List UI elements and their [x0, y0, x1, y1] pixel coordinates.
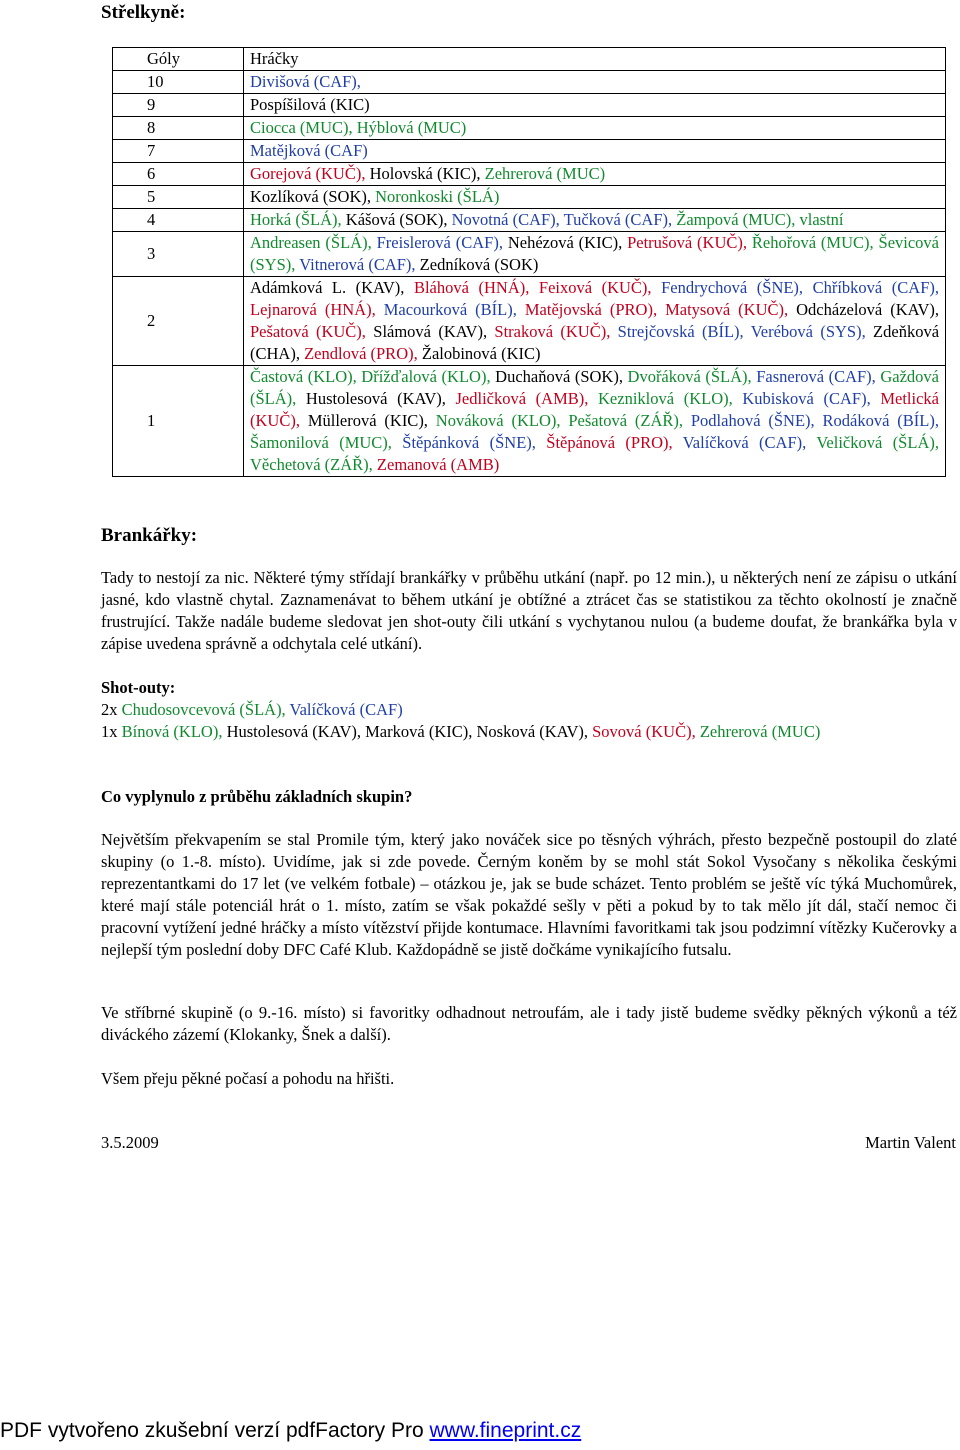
player-segment: Macourková (BÍL), — [375, 300, 517, 319]
player-segment: Valíčková (CAF) — [285, 700, 403, 719]
player-segment: Hustolesová (KAV), Marková (KIC), Nosková (KAV), — [222, 722, 588, 741]
goals-cell: 5 — [113, 186, 244, 209]
player-segment: Kubisková (CAF), — [732, 389, 871, 408]
scorers-table-body — [113, 48, 946, 477]
table-row — [113, 94, 946, 117]
table-row — [113, 209, 946, 232]
shootout-line — [101, 721, 957, 743]
pdf-footer-text: PDF vytvořeno zkušební verzí pdfFactory Pro — [0, 1419, 430, 1442]
goals-cell: 3 — [113, 232, 244, 277]
table-row — [113, 366, 946, 477]
player-segment: Fendrychová (ŠNE), Chříbková (CAF), — [651, 278, 939, 297]
goals-cell: 6 — [113, 163, 244, 186]
player-segment: Noronkoski (ŠLÁ) — [370, 187, 500, 206]
player-segment: Bínová (KLO), — [121, 722, 223, 741]
player-segment: Zehrerová (MUC) — [695, 722, 821, 741]
player-segment: Zedníková (SOK) — [415, 255, 539, 274]
player-segment: Zendlová (PRO), — [299, 344, 418, 363]
player-segment: Müllerová (KIC), — [299, 411, 428, 430]
goalies-paragraph: Tady to nestojí za nic. Některé týmy střídají brankářky v průběhu utkání (např. po 12 min.), u některých není ze zápisu o utkání jasné, kdo vlastně chytal. Zaznamenávat to během utkání je obtížné a ztrácet čas se statistikou za těchto okolností je značně frustrující. Takže nadále budeme sledovat jen shot-outy čili utkání s vychytanou nulou (a budeme doufat, že brankářka byla v zápise uvedena správně a odchytala celé utkání). — [101, 568, 957, 653]
player-segment: Divišová (CAF), — [250, 72, 361, 91]
player-segment: Žampová (MUC), vlastní — [672, 210, 844, 229]
shootouts-lines — [101, 699, 957, 743]
player-segment: 2x — [101, 700, 122, 719]
outlook-paragraph-2: Ve stříbrné skupině (o 9.-16. místo) si favoritky odhadnout netroufám, ale i tady jistě budeme svědky pěkných výkonů a též diváckého zázemí (Klokanky, Šnek a další). — [101, 1003, 957, 1044]
table-row — [113, 140, 946, 163]
goals-cell: 4 — [113, 209, 244, 232]
goals-cell: 2 — [113, 277, 244, 366]
signature-author: Martin Valent — [865, 1133, 956, 1152]
player-segment: Gaždová (ŠLÁ), — [250, 367, 940, 408]
goalies-heading: Brankářky: — [101, 525, 198, 546]
player-segment: Jedličková (AMB), — [445, 389, 589, 408]
player-segment: Sovová (KUČ), — [588, 722, 696, 741]
players-cell — [244, 94, 946, 117]
player-segment: Valíčková (CAF), — [672, 433, 807, 452]
pdf-watermark-footer — [0, 1419, 581, 1443]
player-segment: Ciocca (MUC), Hýblová (MUC) — [250, 118, 467, 137]
players-cell — [244, 140, 946, 163]
player-segment: Dvořáková (ŠLÁ), — [622, 367, 752, 386]
player-segment: Horká (ŠLÁ), — [250, 210, 342, 229]
player-segment: Adámková L. (KAV), — [250, 278, 405, 297]
shootouts-heading: Shot-outy: — [101, 678, 176, 697]
outlook-paragraph-1: Největším překvapením se stal Promile tým, který jako nováček sice po těsných výhrách, přesto bezpečně postoupil do zlaté skupiny (o 1.-8. místo). Uvidíme, jak si zde povede. Černým koněm by se mohl stát Sokol Vysočany s několika českými reprezentantkami do 17 let (ve velkém fotbale) – otázkou je, jak se bude scházet. Tento problém se ještě víc týká Muchomůrek, které mají stále potenciál hrát o 1. místo, zatím se však pokaždé sešly v pěti a pokud by to tak mělo jít dál, stačí nemoc či pracovní vytížení jedné hráčky a místo vítězství přijde kontumace. Hlavními favoritkami tak jsou podzimní vítězky Kučerovky a nejlepší tým poslední doby DFC Café Klub. Každopádně se jistě dočkáme vynikajícího futsalu. — [101, 830, 957, 959]
outlook-paragraph-3: Všem přeju pěkné počasí a pohodu na hřišti. — [101, 1069, 395, 1088]
shootout-line — [101, 699, 957, 721]
player-segment: Hustolesová (KAV), — [296, 389, 446, 408]
player-segment: Zemanová (AMB) — [372, 455, 500, 474]
player-segment: Pešatová (ZÁŘ), — [560, 411, 683, 430]
player-segment: Kezniklová (KLO), — [588, 389, 733, 408]
goals-cell: 10 — [113, 71, 244, 94]
player-segment: Štěpánková (ŠNE), — [391, 433, 536, 452]
goals-cell: 8 — [113, 117, 244, 140]
players-cell — [244, 71, 946, 94]
player-segment: Častová (KLO), Dřížďalová (KLO), — [250, 367, 491, 386]
player-segment: Novotná (CAF), Tučková (CAF), — [447, 210, 673, 229]
player-segment: Duchaňová (SOK), — [490, 367, 623, 386]
player-segment: Zehrerová (MUC) — [480, 164, 606, 183]
player-segment: Nováková (KLO), — [427, 411, 561, 430]
table-row — [113, 71, 946, 94]
player-segment: Matějovská (PRO), Matysová (KUČ), — [516, 300, 789, 319]
player-segment: Matějková (CAF) — [250, 141, 368, 160]
table-row — [113, 232, 946, 277]
player-segment: Kozlíková (SOK), — [250, 187, 371, 206]
shootouts-section — [101, 677, 957, 743]
players-header: Hráčky — [244, 48, 946, 71]
player-segment: 1x — [101, 722, 122, 741]
signature-date: 3.5.2009 — [101, 1133, 159, 1152]
scorers-header-row — [113, 48, 946, 71]
table-row — [113, 117, 946, 140]
player-segment: Nehézová (KIC), — [502, 233, 623, 252]
player-segment: Kášová (SOK), — [341, 210, 448, 229]
scorers-heading: Střelkyně: — [101, 2, 186, 23]
player-segment: Podlahová (ŠNE), Rodáková (BÍL), — [683, 411, 939, 430]
player-segment: Holovská (KIC), — [365, 164, 481, 183]
goals-cell: 1 — [113, 366, 244, 477]
player-segment: Chudosovcevová (ŠLÁ), — [121, 700, 286, 719]
player-segment: Lejnarová (HNÁ), — [250, 300, 376, 319]
player-segment: Strejčovská (BÍL), Verébová (SYS), — [610, 322, 866, 341]
outlook-heading: Co vyplynulo z průběhu základních skupin? — [101, 787, 413, 806]
scorers-table — [112, 47, 946, 477]
player-segment: Pospíšilová (KIC) — [250, 95, 370, 114]
goals-header: Góly — [113, 48, 244, 71]
player-segment: Odcházelová (KAV), — [788, 300, 939, 319]
player-segment: Slámová (KAV), — [365, 322, 488, 341]
player-segment: Freislerová (CAF), — [371, 233, 503, 252]
table-row — [113, 163, 946, 186]
players-cell — [244, 117, 946, 140]
player-segment: Vitnerová (CAF), — [295, 255, 416, 274]
player-segment: Gorejová (KUČ), — [250, 164, 366, 183]
player-segment: Šamonilová (MUC), — [250, 433, 392, 452]
players-cell — [244, 163, 946, 186]
players-cell — [244, 277, 946, 366]
player-segment: Straková (KUČ), — [487, 322, 611, 341]
player-segment: Bláhová (HNÁ), Feixová (KUČ), — [404, 278, 652, 297]
goals-cell: 7 — [113, 140, 244, 163]
player-segment: Štěpánová (PRO), — [535, 433, 673, 452]
fineprint-link[interactable]: www.fineprint.cz — [429, 1419, 582, 1442]
table-row — [113, 277, 946, 366]
player-segment: Pešatová (KUČ), — [250, 322, 366, 341]
goals-cell: 9 — [113, 94, 244, 117]
player-segment: Fasnerová (CAF), — [751, 367, 876, 386]
player-segment: Metlická (KUČ), — [250, 389, 939, 430]
players-cell — [244, 366, 946, 477]
players-cell — [244, 186, 946, 209]
players-cell — [244, 232, 946, 277]
players-cell — [244, 209, 946, 232]
table-row — [113, 186, 946, 209]
player-segment: Řehořová (MUC), Ševicová (SYS), — [250, 233, 939, 274]
player-segment: Veličková (ŠLÁ), Věchetová (ZÁŘ), — [250, 433, 939, 474]
player-segment: Zdeňková (CHA), — [250, 322, 940, 363]
player-segment: Žalobinová (KIC) — [417, 344, 541, 363]
player-segment: Andreasen (ŠLÁ), — [250, 233, 372, 252]
player-segment: Petrušová (KUČ), — [622, 233, 748, 252]
